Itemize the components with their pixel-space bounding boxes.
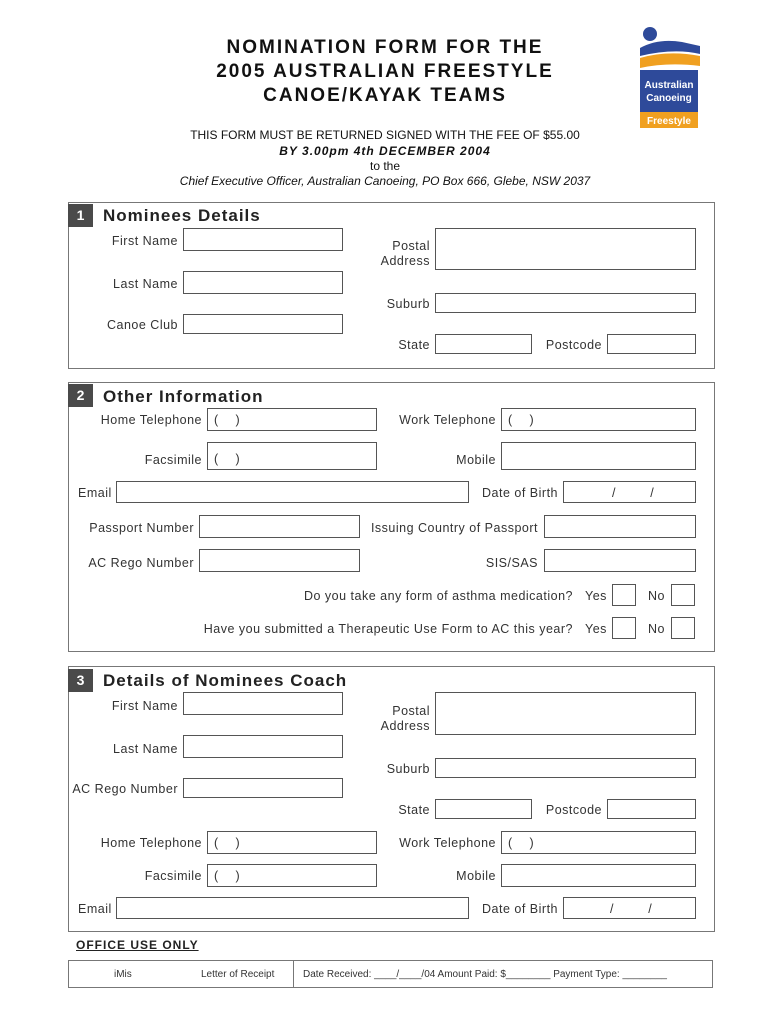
label-postcode: Postcode (545, 803, 602, 817)
label-email: Email (78, 486, 112, 500)
coach-mobile-field[interactable] (501, 864, 696, 887)
label-date-of-birth: Date of Birth (482, 902, 558, 916)
label-state: State (398, 803, 430, 817)
date-mask: / / (610, 902, 652, 916)
office-imis: iMis (114, 969, 132, 980)
tue-question: Have you submitted a Therapeutic Use Form to AC this year? (203, 622, 573, 636)
asthma-yes-checkbox[interactable] (612, 584, 636, 606)
label-last-name: Last Name (113, 742, 178, 756)
title-line-1: NOMINATION FORM FOR THE (226, 37, 544, 58)
work-telephone-field[interactable] (501, 408, 696, 431)
suburb-field[interactable] (435, 293, 696, 313)
coach-suburb-field[interactable] (435, 758, 696, 778)
asthma-no-checkbox[interactable] (671, 584, 695, 606)
label-state: State (398, 338, 430, 352)
label-suburb: Suburb (386, 762, 430, 776)
label-date-of-birth: Date of Birth (482, 486, 558, 500)
label-postcode: Postcode (545, 338, 602, 352)
label-yes: Yes (585, 589, 607, 603)
label-address: Address (380, 254, 430, 268)
label-home-telephone: Home Telephone (100, 836, 202, 850)
label-ac-rego-number: AC Rego Number (88, 556, 194, 570)
phone-prefix: ( ) (214, 836, 240, 850)
section-heading: Details of Nominees Coach (103, 671, 348, 690)
label-postal: Postal (392, 704, 430, 718)
section-number: 2 (68, 384, 93, 407)
logo-text-3: Freestyle (647, 116, 691, 127)
label-last-name: Last Name (113, 277, 178, 291)
phone-prefix: ( ) (214, 452, 240, 466)
title-line-3: CANOE/KAYAK TEAMS (263, 85, 507, 106)
label-work-telephone: Work Telephone (399, 836, 496, 850)
coach-last-name-field[interactable] (183, 735, 343, 758)
asthma-question: Do you take any form of asthma medication? (303, 589, 573, 603)
label-no: No (648, 622, 665, 636)
section-number: 3 (68, 669, 93, 692)
label-suburb: Suburb (386, 297, 430, 311)
email-field[interactable] (116, 481, 469, 503)
label-address: Address (380, 719, 430, 733)
tue-no-checkbox[interactable] (671, 617, 695, 639)
label-first-name: First Name (111, 699, 178, 713)
postcode-field[interactable] (607, 334, 696, 354)
label-sis-sas: SIS/SAS (485, 556, 538, 570)
issuing-country-field[interactable] (544, 515, 696, 538)
logo-text-2: Canoeing (646, 93, 692, 104)
phone-prefix: ( ) (508, 836, 534, 850)
section-number: 1 (68, 204, 93, 227)
label-postal: Postal (392, 239, 430, 253)
label-ac-rego-number: AC Rego Number (72, 782, 178, 796)
label-facsimile: Facsimile (144, 453, 202, 467)
label-home-telephone: Home Telephone (100, 413, 202, 427)
office-divider (293, 961, 294, 987)
label-canoe-club: Canoe Club (106, 318, 178, 332)
phone-prefix: ( ) (214, 413, 240, 427)
label-no: No (648, 589, 665, 603)
notice-deadline: BY 3.00pm 4th DECEMBER 2004 (279, 144, 491, 158)
label-facsimile: Facsimile (144, 869, 202, 883)
coach-ac-rego-field[interactable] (183, 778, 343, 798)
facsimile-field[interactable] (207, 442, 377, 470)
postal-address-field[interactable] (435, 228, 696, 270)
date-mask: / / (612, 486, 654, 500)
section-heading: Nominees Details (103, 206, 261, 225)
title-line-2: 2005 AUSTRALIAN FREESTYLE (216, 61, 554, 82)
date-of-birth-field[interactable] (563, 481, 696, 503)
office-letter-of-receipt: Letter of Receipt (201, 969, 275, 980)
section-heading: Other Information (103, 387, 264, 406)
canoe-club-field[interactable] (183, 314, 343, 334)
coach-email-field[interactable] (116, 897, 469, 919)
phone-prefix: ( ) (214, 869, 240, 883)
label-mobile: Mobile (456, 869, 496, 883)
office-date-received: Date Received: ____/____/04 Amount Paid: $________ Payment Type: ________ (303, 969, 667, 980)
notice-address: Chief Executive Officer, Australian Canoeing, PO Box 666, Glebe, NSW 2037 (179, 174, 591, 188)
label-first-name: First Name (111, 234, 178, 248)
coach-work-telephone-field[interactable] (501, 831, 696, 854)
coach-postcode-field[interactable] (607, 799, 696, 819)
label-yes: Yes (585, 622, 607, 636)
mobile-field[interactable] (501, 442, 696, 470)
state-field[interactable] (435, 334, 532, 354)
form-title (150, 36, 620, 108)
passport-number-field[interactable] (199, 515, 360, 538)
ac-rego-number-field[interactable] (199, 549, 360, 572)
label-issuing-country: Issuing Country of Passport (370, 521, 538, 535)
coach-first-name-field[interactable] (183, 692, 343, 715)
coach-facsimile-field[interactable] (207, 864, 377, 887)
last-name-field[interactable] (183, 271, 343, 294)
logo-text-1: Australian (644, 80, 694, 91)
label-passport-number: Passport Number (89, 521, 194, 535)
label-work-telephone: Work Telephone (399, 413, 496, 427)
coach-state-field[interactable] (435, 799, 532, 819)
coach-postal-address-field[interactable] (435, 692, 696, 735)
notice-fee: THIS FORM MUST BE RETURNED SIGNED WITH THE FEE OF $55.00 (190, 128, 580, 142)
sis-sas-field[interactable] (544, 549, 696, 572)
coach-date-of-birth-field[interactable] (563, 897, 696, 919)
phone-prefix: ( ) (508, 413, 534, 427)
notice-to: to the (369, 159, 401, 173)
australian-canoeing-logo (638, 26, 702, 130)
label-email: Email (78, 902, 112, 916)
tue-yes-checkbox[interactable] (612, 617, 636, 639)
office-use-heading: OFFICE USE ONLY (76, 938, 199, 952)
coach-home-telephone-field[interactable] (207, 831, 377, 854)
label-mobile: Mobile (456, 453, 496, 467)
home-telephone-field[interactable] (207, 408, 377, 431)
first-name-field[interactable] (183, 228, 343, 251)
